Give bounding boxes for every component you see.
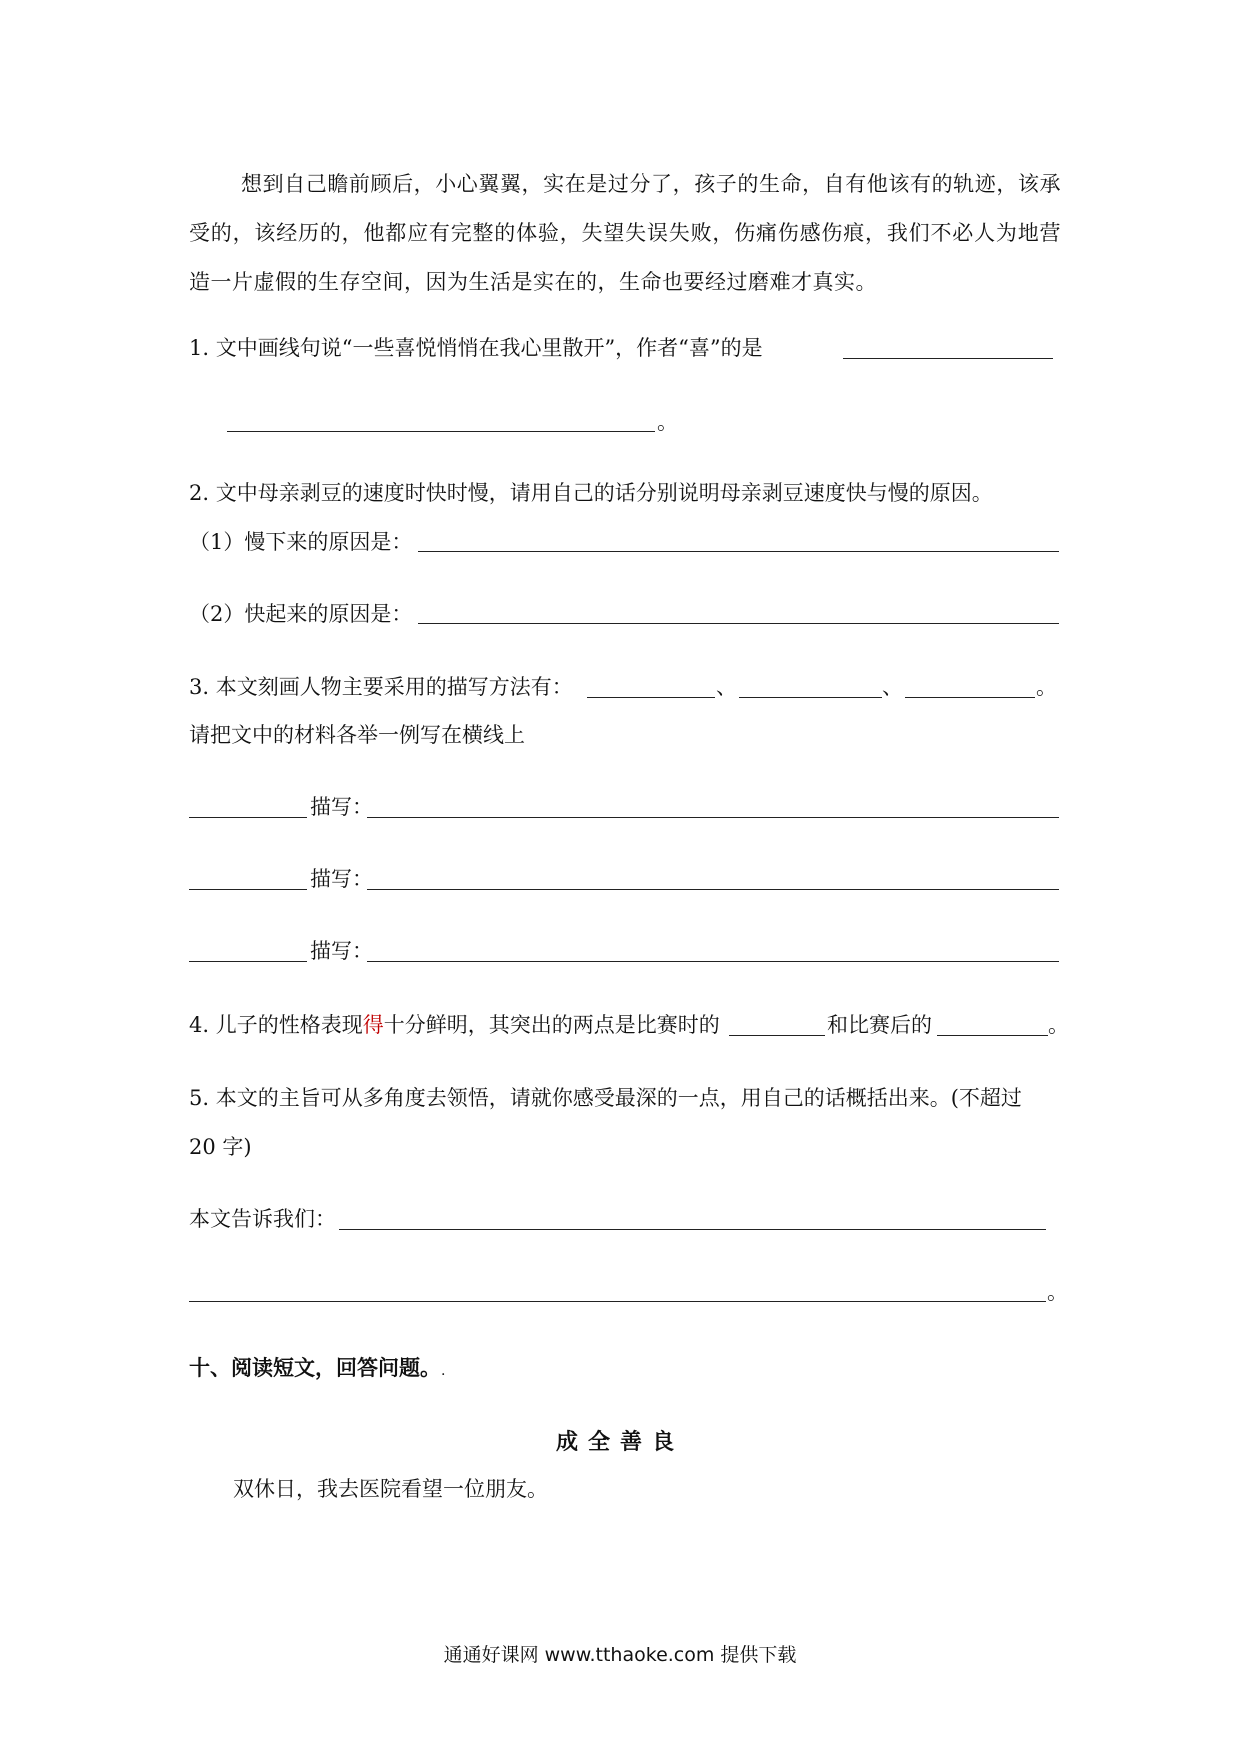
question-3-end-mark: 。 (1036, 675, 1057, 699)
question-1-end-mark: 。 (657, 410, 678, 434)
question-5-line-1: 5. 本文的主旨可从多角度去领悟，请就你感受最深的一点，用自己的话概括出来。(不超过 (189, 1086, 1022, 1110)
question-2-sub-2-label: （2）快起来的原因是： (189, 602, 413, 626)
question-3-example-3-answer-blank[interactable] (367, 961, 1059, 962)
question-4-end-mark: 。 (1048, 1013, 1069, 1037)
question-4-highlighted-char: 得 (362, 1013, 384, 1037)
question-2-sub-1-label: （1）慢下来的原因是： (189, 530, 413, 554)
section-heading-text: 十、阅读短文，回答问题。 (189, 1355, 441, 1380)
question-3-example-3-method-blank[interactable] (189, 961, 307, 962)
question-4-part-1: 4. 儿子的性格表现 (189, 1013, 363, 1037)
question-3-method-blank-3[interactable] (905, 697, 1035, 698)
question-3-method-blank-2[interactable] (739, 697, 882, 698)
question-1-blank-b[interactable] (227, 431, 655, 432)
question-3-instruction: 请把文中的材料各举一例写在横线上 (189, 723, 525, 747)
question-3-example-2-answer-blank[interactable] (367, 889, 1059, 890)
question-5-answer-blank-1[interactable] (339, 1229, 1046, 1230)
question-1-text: 1. 文中画线句说“一些喜悦悄悄在我心里散开”，作者“喜”的是 (189, 336, 763, 360)
footer-text: 通通好课网 www.tthaoke.com 提供下载 (443, 1644, 797, 1666)
question-3-example-1-answer-blank[interactable] (367, 817, 1059, 818)
story-first-line: 双休日，我去医院看望一位朋友。 (233, 1477, 548, 1501)
question-1-blank-a[interactable] (843, 358, 1053, 359)
question-4-blank-during-match[interactable] (729, 1035, 825, 1036)
question-3-example-1-method-blank[interactable] (189, 817, 307, 818)
story-title: 成全善良 (555, 1429, 684, 1455)
question-5-answer-label: 本文告诉我们： (189, 1207, 336, 1231)
question-4-text (189, 1011, 720, 1039)
question-3-example-1-label: 描写： (310, 795, 373, 819)
question-5-line-2: 20 字) (189, 1135, 252, 1159)
question-3-text: 3. 本文刻画人物主要采用的描写方法有： (189, 675, 573, 699)
section-heading-mark: . (441, 1363, 446, 1379)
question-3-example-3-label: 描写： (310, 939, 373, 963)
question-4-part-3: 和比赛后的 (827, 1013, 932, 1037)
question-3-separator-2: 、 (882, 675, 903, 699)
question-2-sub-2-blank[interactable] (418, 623, 1059, 624)
question-5-answer-blank-2[interactable] (189, 1301, 1046, 1302)
question-3-method-blank-1[interactable] (587, 697, 715, 698)
question-3-example-2-method-blank[interactable] (189, 889, 307, 890)
question-2-text: 2. 文中母亲剥豆的速度时快时慢，请用自己的话分别说明母亲剥豆速度快与慢的原因。 (189, 481, 993, 505)
question-2-sub-1-blank[interactable] (418, 551, 1059, 552)
question-3-example-2-label: 描写： (310, 867, 373, 891)
question-5-end-mark: 。 (1047, 1280, 1068, 1304)
section-heading (189, 1354, 445, 1385)
passage-paragraph: 想到自己瞻前顾后，小心翼翼，实在是过分了，孩子的生命，自有他该有的轨迹，该承受的，该经历的，他都应有完整的体验，失望失误失败，伤痛伤感伤痕，我们不必人为地营造一片虚假的生存空间，因为生活是实在的，生命也要经过磨难才真实。 (189, 172, 1061, 294)
question-4-part-2: 十分鲜明，其突出的两点是比赛时的 (383, 1013, 720, 1037)
question-4-blank-after-match[interactable] (937, 1035, 1048, 1036)
question-3-separator-1: 、 (716, 675, 737, 699)
